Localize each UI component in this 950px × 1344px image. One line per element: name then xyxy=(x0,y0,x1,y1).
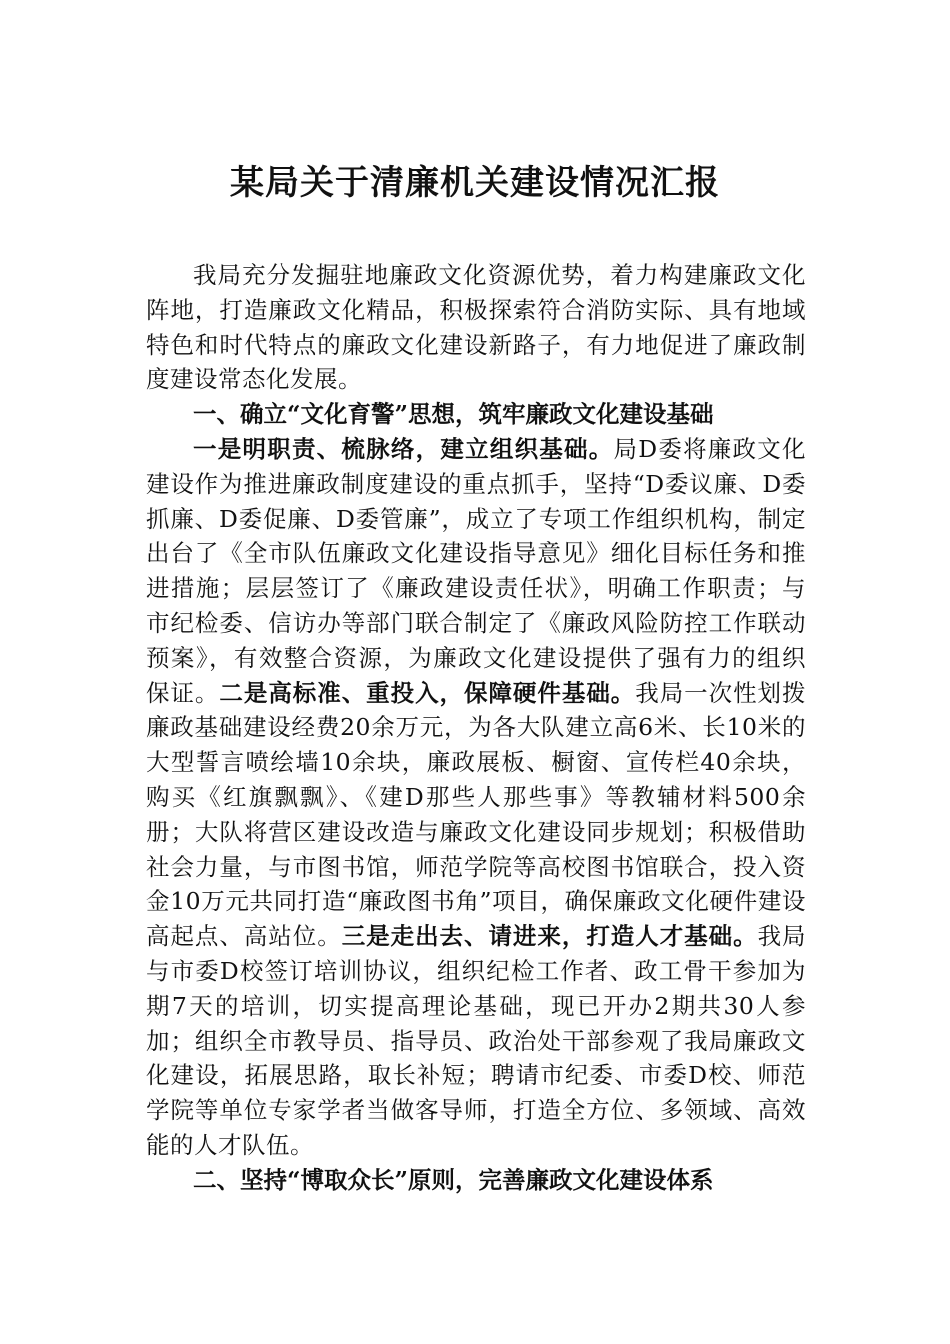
document-title: 某局关于清廉机关建设情况汇报 xyxy=(230,163,720,203)
point-2-title: 二是高标准、重投入，保障硬件基础。 xyxy=(219,678,636,707)
section-heading-2: 二、坚持“博取众长”原则，完善廉政文化建设体系 xyxy=(193,1165,714,1194)
point-2-text: 我局一次性划拨廉政基础建设经费20余万元，为各大队建立高6米、长10米的大型誓言喷绘墙10余块，廉政展板、橱窗、宣传栏40余块，购买《红旗飘飘》、《建D那些人那些事》等教辅材料500余册；大队将营区建设改造与廉政文化建设同步规划；积极借助社会力量，与市图书馆，师范学院等高校图书馆联合，投入资金10万元共同打造“廉政图书角”项目，确保廉政文化硬件建设高起点、高站位。 xyxy=(146,678,807,951)
point-1-text: 局D委将廉政文化建设作为推进廉政制度建设的重点抓手，坚持“D委议廉、D委抓廉、D委促廉、D委管廉”，成立了专项工作组织机构，制定出台了《全市队伍廉政文化建设指导意见》细化目标任务和推进措施；层层签订了《廉政建设责任状》，明确工作职责；与市纪检委、信访办等部门联合制定了《廉政风险防控工作联动预案》，有效整合资源，为廉政文化建设提供了强有力的组织保证。 xyxy=(146,434,807,707)
section-1-paragraph xyxy=(146,432,806,1163)
point-1-title: 一是明职责、梳脉络，建立组织基础。 xyxy=(193,434,614,463)
section-heading-1: 一、确立“文化育警”思想，筑牢廉政文化建设基础 xyxy=(193,400,714,429)
point-3-text: 我局与市委D校签订培训协议，组织纪检工作者、政工骨干参加为期7天的培训，切实提高理论基础，现已开办2期共30人参加；组织全市教导员、指导员、政治处干部参观了我局廉政文化建设，拓展思路，取长补短；聘请市纪委、市委D校、师范学院等单位专家学者当做客导师，打造全方位、多领域、高效能的人才队伍。 xyxy=(146,922,807,1159)
point-3-title: 三是走出去、请进来，打造人才基础。 xyxy=(341,922,758,951)
document-body xyxy=(146,258,806,1198)
intro-paragraph: 我局充分发掘驻地廉政文化资源优势，着力构建廉政文化阵地，打造廉政文化精品，积极探索符合消防实际、具有地域特色和时代特点的廉政文化建设新路子，有力地促进了廉政制度建设常态化发展。 xyxy=(146,261,806,394)
